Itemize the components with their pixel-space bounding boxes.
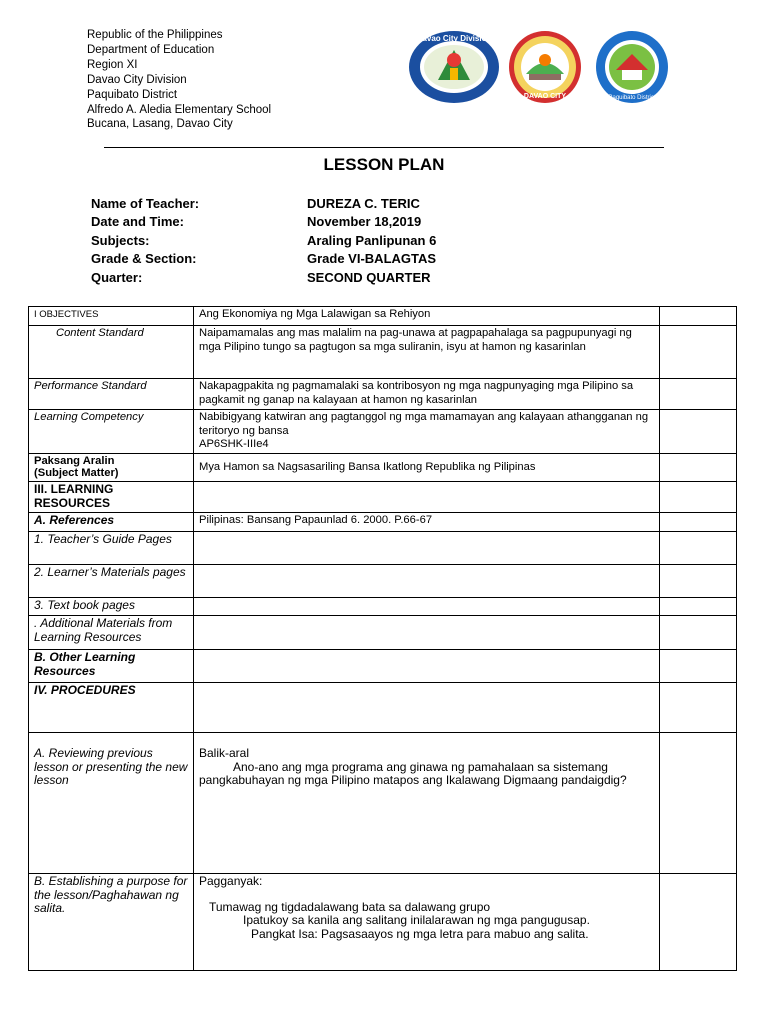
paksang-value: Mya Hamon sa Nagsasariling Bansa Ikatlong Republika ng Pilipinas <box>194 454 660 482</box>
logo-group <box>408 30 672 104</box>
empty-cell <box>194 565 660 598</box>
learning-competency-label: Learning Competency <box>29 410 194 454</box>
table-row <box>29 410 737 454</box>
svg-text:Davao City Division: Davao City Division <box>416 34 492 43</box>
info-value: Grade VI-BALAGTAS <box>307 251 437 267</box>
empty-cell <box>660 326 737 379</box>
info-value: DUREZA C. TERIC <box>307 196 420 211</box>
table-row <box>29 379 737 410</box>
empty-cell <box>194 532 660 565</box>
objectives-label: I OBJECTIVES <box>29 307 194 326</box>
subject-matter-label: (Subject Matter) <box>34 467 119 479</box>
empty-cell <box>194 482 660 513</box>
header-line-division: Davao City Division <box>87 73 187 86</box>
table-row <box>29 454 737 482</box>
empty-cell <box>660 454 737 482</box>
references-value: Pilipinas: Bansang Papaunlad 6. 2000. P.66-67 <box>194 513 660 532</box>
empty-cell <box>660 874 737 971</box>
davao-city-division-seal <box>408 30 500 104</box>
teachers-guide-label: 1. Teacher’s Guide Pages <box>29 532 194 565</box>
school-seal <box>592 30 672 104</box>
empty-cell <box>194 598 660 616</box>
content-standard-label: Content Standard <box>29 326 194 379</box>
empty-cell <box>660 598 737 616</box>
info-value: Araling Panlipunan 6 <box>307 232 437 248</box>
other-resources-label: B. Other Learning Resources <box>29 650 194 683</box>
empty-cell <box>660 379 737 410</box>
table-row <box>29 874 737 971</box>
header-line-school: Alfredo A. Aledia Elementary School <box>87 103 272 116</box>
info-label: Grade & Section: <box>91 251 197 267</box>
table-row <box>29 565 737 598</box>
table-row <box>29 532 737 565</box>
info-label: Quarter: <box>91 269 143 285</box>
info-value: November 18,2019 <box>307 214 422 230</box>
table-row <box>29 513 737 532</box>
empty-cell <box>660 307 737 326</box>
paksang-label-cell <box>29 454 194 482</box>
establishing-line-2: Ipatukoy sa kanila ang salitang inilalarawan ng mga pangugusap. <box>243 913 590 928</box>
lesson-plan-table <box>28 306 737 971</box>
header-divider <box>104 147 664 148</box>
header-line-department: Department of Education <box>87 43 215 56</box>
table-row <box>29 650 737 683</box>
paksang-label: Paksang Aralin <box>34 455 115 467</box>
table-row <box>29 326 737 379</box>
svg-text:Paquibato District: Paquibato District <box>608 95 656 101</box>
textbook-label: 3. Text book pages <box>29 598 194 616</box>
learning-resources-label: III. LEARNING RESOURCES <box>29 482 194 513</box>
table-row <box>29 598 737 616</box>
empty-cell <box>660 616 737 650</box>
table-row <box>29 482 737 513</box>
school-header <box>87 28 271 132</box>
reviewing-text: Ano-ano ang mga programa ang ginawa ng pamahalaan sa sistemang pangkabuhayan ng mga Pilipino matapos ang Ikalawang Digmaang pandaigdig? <box>199 759 627 788</box>
empty-cell <box>660 565 737 598</box>
empty-cell <box>660 532 737 565</box>
header-line-region: Region XI <box>87 58 138 71</box>
additional-materials-label: . Additional Materials from Learning Resources <box>29 616 194 650</box>
info-label: Subjects: <box>91 232 150 248</box>
reviewing-label: A. Reviewing previous lesson or presenting the new lesson <box>29 733 194 874</box>
performance-standard-label: Performance Standard <box>29 379 194 410</box>
learning-competency-value: Nabibigyang katwiran ang pagtanggol ng mga mamamayan ang kalayaan athangganan ng teritoryo ng bansa <box>199 411 649 437</box>
references-label: A. References <box>29 513 194 532</box>
reviewing-cell <box>194 733 660 874</box>
establishing-heading: Pagganyak: <box>199 874 263 888</box>
svg-text:DAVAO CITY: DAVAO CITY <box>523 93 567 100</box>
reviewing-heading: Balik-aral <box>199 746 250 760</box>
empty-cell <box>660 482 737 513</box>
table-row <box>29 616 737 650</box>
page-title: LESSON PLAN <box>323 155 445 174</box>
table-row <box>29 307 737 326</box>
learning-competency-code: AP6SHK-IIIe4 <box>199 438 269 451</box>
empty-cell <box>660 410 737 454</box>
establishing-label: B. Establishing a purpose for the lesson/Paghahawan ng salita. <box>29 874 194 971</box>
empty-cell <box>194 650 660 683</box>
davao-city-seal <box>504 30 586 104</box>
empty-cell <box>660 733 737 874</box>
empty-cell <box>194 683 660 733</box>
learning-competency-cell <box>194 410 660 454</box>
info-label: Name of Teacher: <box>91 196 200 211</box>
establishing-line-1: Tumawag ng tigdadalawang bata sa dalawang grupo <box>209 899 491 914</box>
procedures-label: IV. PROCEDURES <box>29 683 194 733</box>
empty-cell <box>660 650 737 683</box>
empty-cell <box>660 683 737 733</box>
table-row <box>29 733 737 874</box>
header-line-republic: Republic of the Philippines <box>87 29 223 41</box>
table-row <box>29 683 737 733</box>
header-line-district: Paquibato District <box>87 88 178 101</box>
establishing-line-3: Pangkat Isa: Pagsasaayos ng mga letra para mabuo ang salita. <box>251 926 589 941</box>
empty-cell <box>194 616 660 650</box>
establishing-cell <box>194 874 660 971</box>
objectives-value: Ang Ekonomiya ng Mga Lalawigan sa Rehiyon <box>194 307 660 326</box>
performance-standard-value: Nakapagpakita ng pagmamalaki sa kontribosyon ng mga nagpunyaging mga Pilipino sa pagkamit ng ganap na kalayaan at hamon ng kasarinlan <box>194 379 660 410</box>
empty-cell <box>660 513 737 532</box>
content-standard-value: Naipamamalas ang mas malalim na pag-unawa at pagpapahalaga sa pagpupunyagi ng mga Pilipino tungo sa pagtugon sa mga suliranin, isyu at hamon ng kasarinlan <box>194 326 660 379</box>
info-value: SECOND QUARTER <box>307 269 431 285</box>
header-line-address: Bucana, Lasang, Davao City <box>87 118 233 131</box>
info-label: Date and Time: <box>91 214 184 230</box>
learners-materials-label: 2. Learner’s Materials pages <box>29 565 194 598</box>
